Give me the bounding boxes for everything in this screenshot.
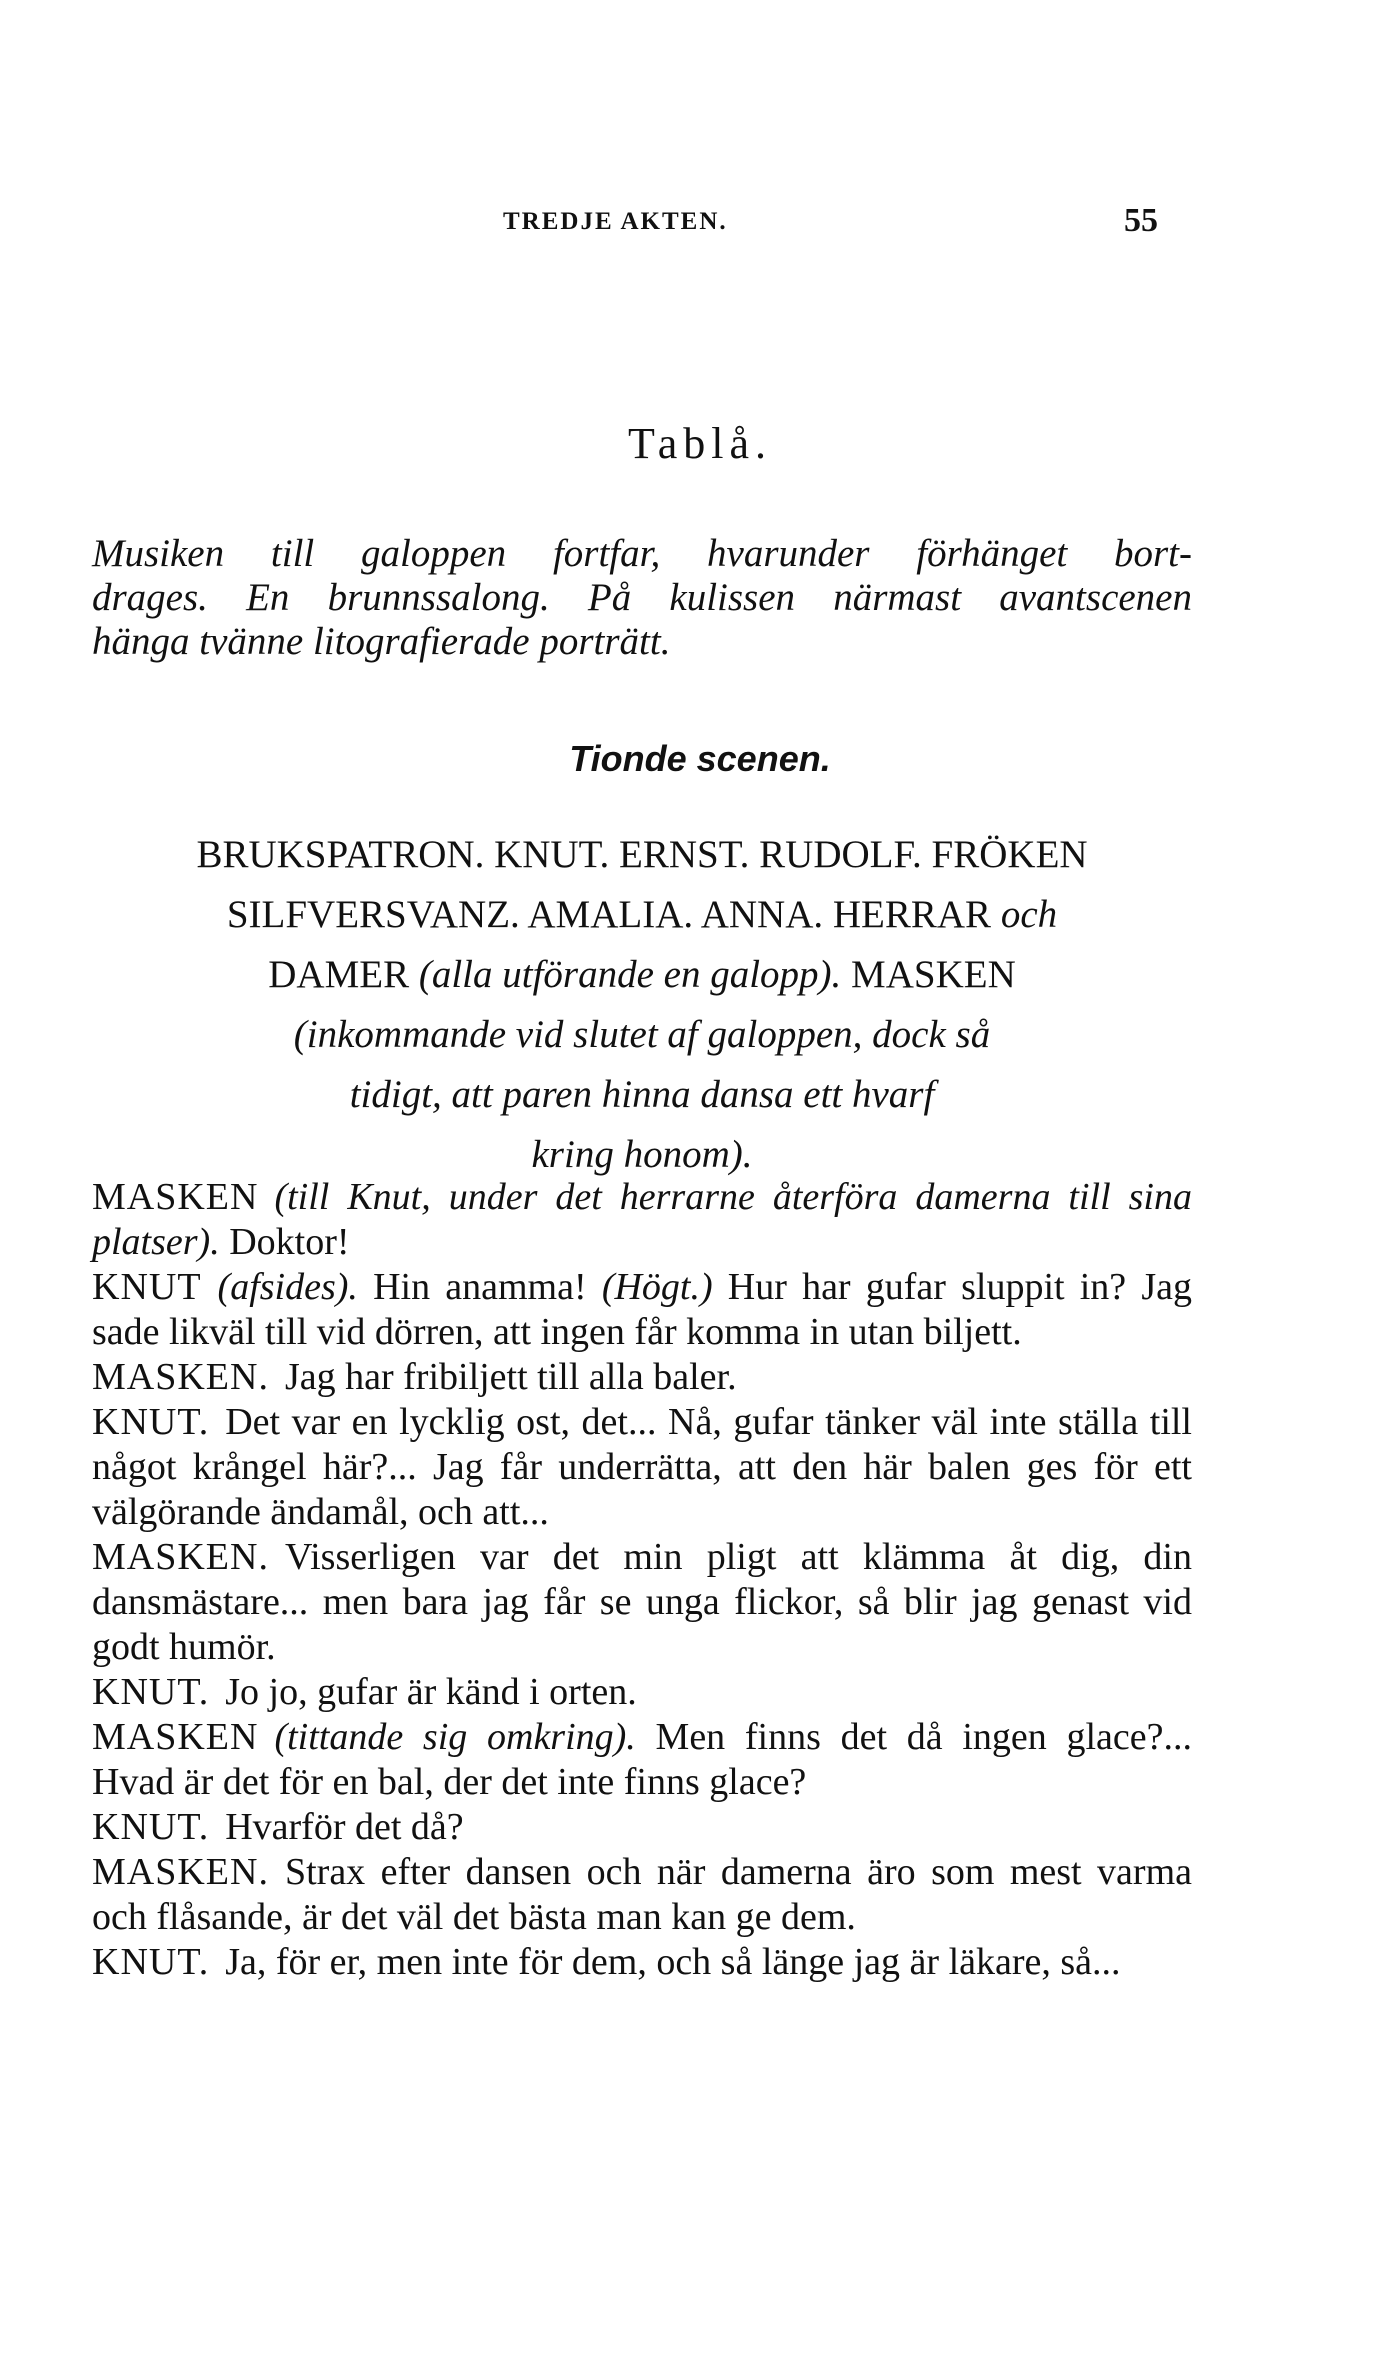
speech-direction: (afsides). [217, 1266, 358, 1308]
speaker-name: MASKEN. [92, 1851, 269, 1893]
page-number: 55 [1124, 202, 1158, 239]
cast-direction-line: (inkommande vid slutet af galoppen, dock så [293, 1013, 991, 1056]
speech-direction: (Högt.) [601, 1266, 713, 1308]
dialogue [92, 1175, 1192, 1985]
cast-direction-line: tidigt, att paren hinna dansa ett hvarf [349, 1073, 935, 1116]
stage-direction-line: drages. En brunnssalong. På kulissen närmast avantscenen [92, 576, 1192, 619]
speech-direction: (till Knut, under det herrarne återföra damerna till sina platser). [92, 1176, 1192, 1263]
speaker-name: MASKEN. [92, 1356, 269, 1398]
speech-text: Strax efter dansen och när damerna äro som mest varma och flåsande, är det väl det bästa man kan ge dem. [92, 1851, 1192, 1938]
speech [92, 1940, 1192, 1985]
speech-text: Jag har fribiljett till alla baler. [284, 1356, 737, 1398]
speech [92, 1670, 1192, 1715]
speech [92, 1355, 1192, 1400]
speech-direction: (tittande sig omkring). [274, 1716, 636, 1758]
speaker-name: MASKEN [92, 1716, 259, 1758]
speech [92, 1265, 1192, 1355]
speech-text: Doktor! [229, 1221, 350, 1263]
cast-names: MASKEN [851, 953, 1016, 996]
speech [92, 1715, 1192, 1805]
speech-text: Hin anamma! [373, 1266, 587, 1308]
scene-title: Tionde scenen. [569, 738, 831, 779]
speech-text: Jo jo, gufar är känd i orten. [225, 1671, 637, 1713]
speech [92, 1805, 1192, 1850]
tablo-heading: Tablå. [627, 419, 773, 468]
speech-text: Det var en lycklig ost, det... Nå, gufar tänker väl inte ställa till något krångel här?... Jag får underrätta, att den här balen ges för ett välgörande ändamål, och att... [92, 1401, 1192, 1533]
cast-names: DAMER [268, 953, 410, 996]
speech [92, 1535, 1192, 1670]
cast-direction: (alla utförande en galopp). [418, 953, 842, 996]
stage-direction-line: Musiken till galoppen fortfar, hvarunder förhänget bort- [92, 532, 1192, 575]
speaker-name: KNUT. [92, 1401, 210, 1443]
speech-text: Visserligen var det min pligt att klämma åt dig, din dansmästare... men bara jag får se unga flickor, så blir jag genast vid godt humör. [92, 1536, 1192, 1668]
running-head: TREDJE AKTEN. [503, 208, 728, 235]
cast-line [92, 945, 1192, 1005]
speech-text: Ja, för er, men inte för dem, och så länge jag är läkare, så... [225, 1941, 1121, 1983]
cast-conjunction: och [1000, 893, 1058, 936]
speech [92, 1175, 1192, 1265]
speech [92, 1850, 1192, 1940]
speech-text: Hvarför det då? [225, 1806, 464, 1848]
speaker-name: KNUT. [92, 1941, 210, 1983]
speaker-name: KNUT. [92, 1671, 210, 1713]
speech-text: Men finns det då ingen glace?... Hvad är det för en bal, der det inte finns glace? [92, 1716, 1193, 1803]
speaker-name: KNUT [92, 1266, 202, 1308]
speaker-name: MASKEN [92, 1176, 259, 1218]
cast-names: SILFVERSVANZ. AMALIA. ANNA. HERRAR [226, 893, 992, 936]
speaker-name: KNUT. [92, 1806, 210, 1848]
cast-list [92, 825, 1192, 1185]
speech [92, 1400, 1192, 1535]
stage-direction-line: hänga tvänne litografierade porträtt. [92, 620, 671, 663]
cast-direction-line: kring honom). [531, 1133, 753, 1176]
cast-line: BRUKSPATRON. KNUT. ERNST. RUDOLF. FRÖKEN [196, 833, 1088, 876]
speaker-name: MASKEN. [92, 1536, 269, 1578]
cast-line [92, 885, 1192, 945]
stage-direction [92, 532, 1192, 664]
speech-text: Hur har gufar sluppit in? Jag sade likväl till vid dörren, att ingen får komma in utan biljett. [92, 1266, 1192, 1353]
